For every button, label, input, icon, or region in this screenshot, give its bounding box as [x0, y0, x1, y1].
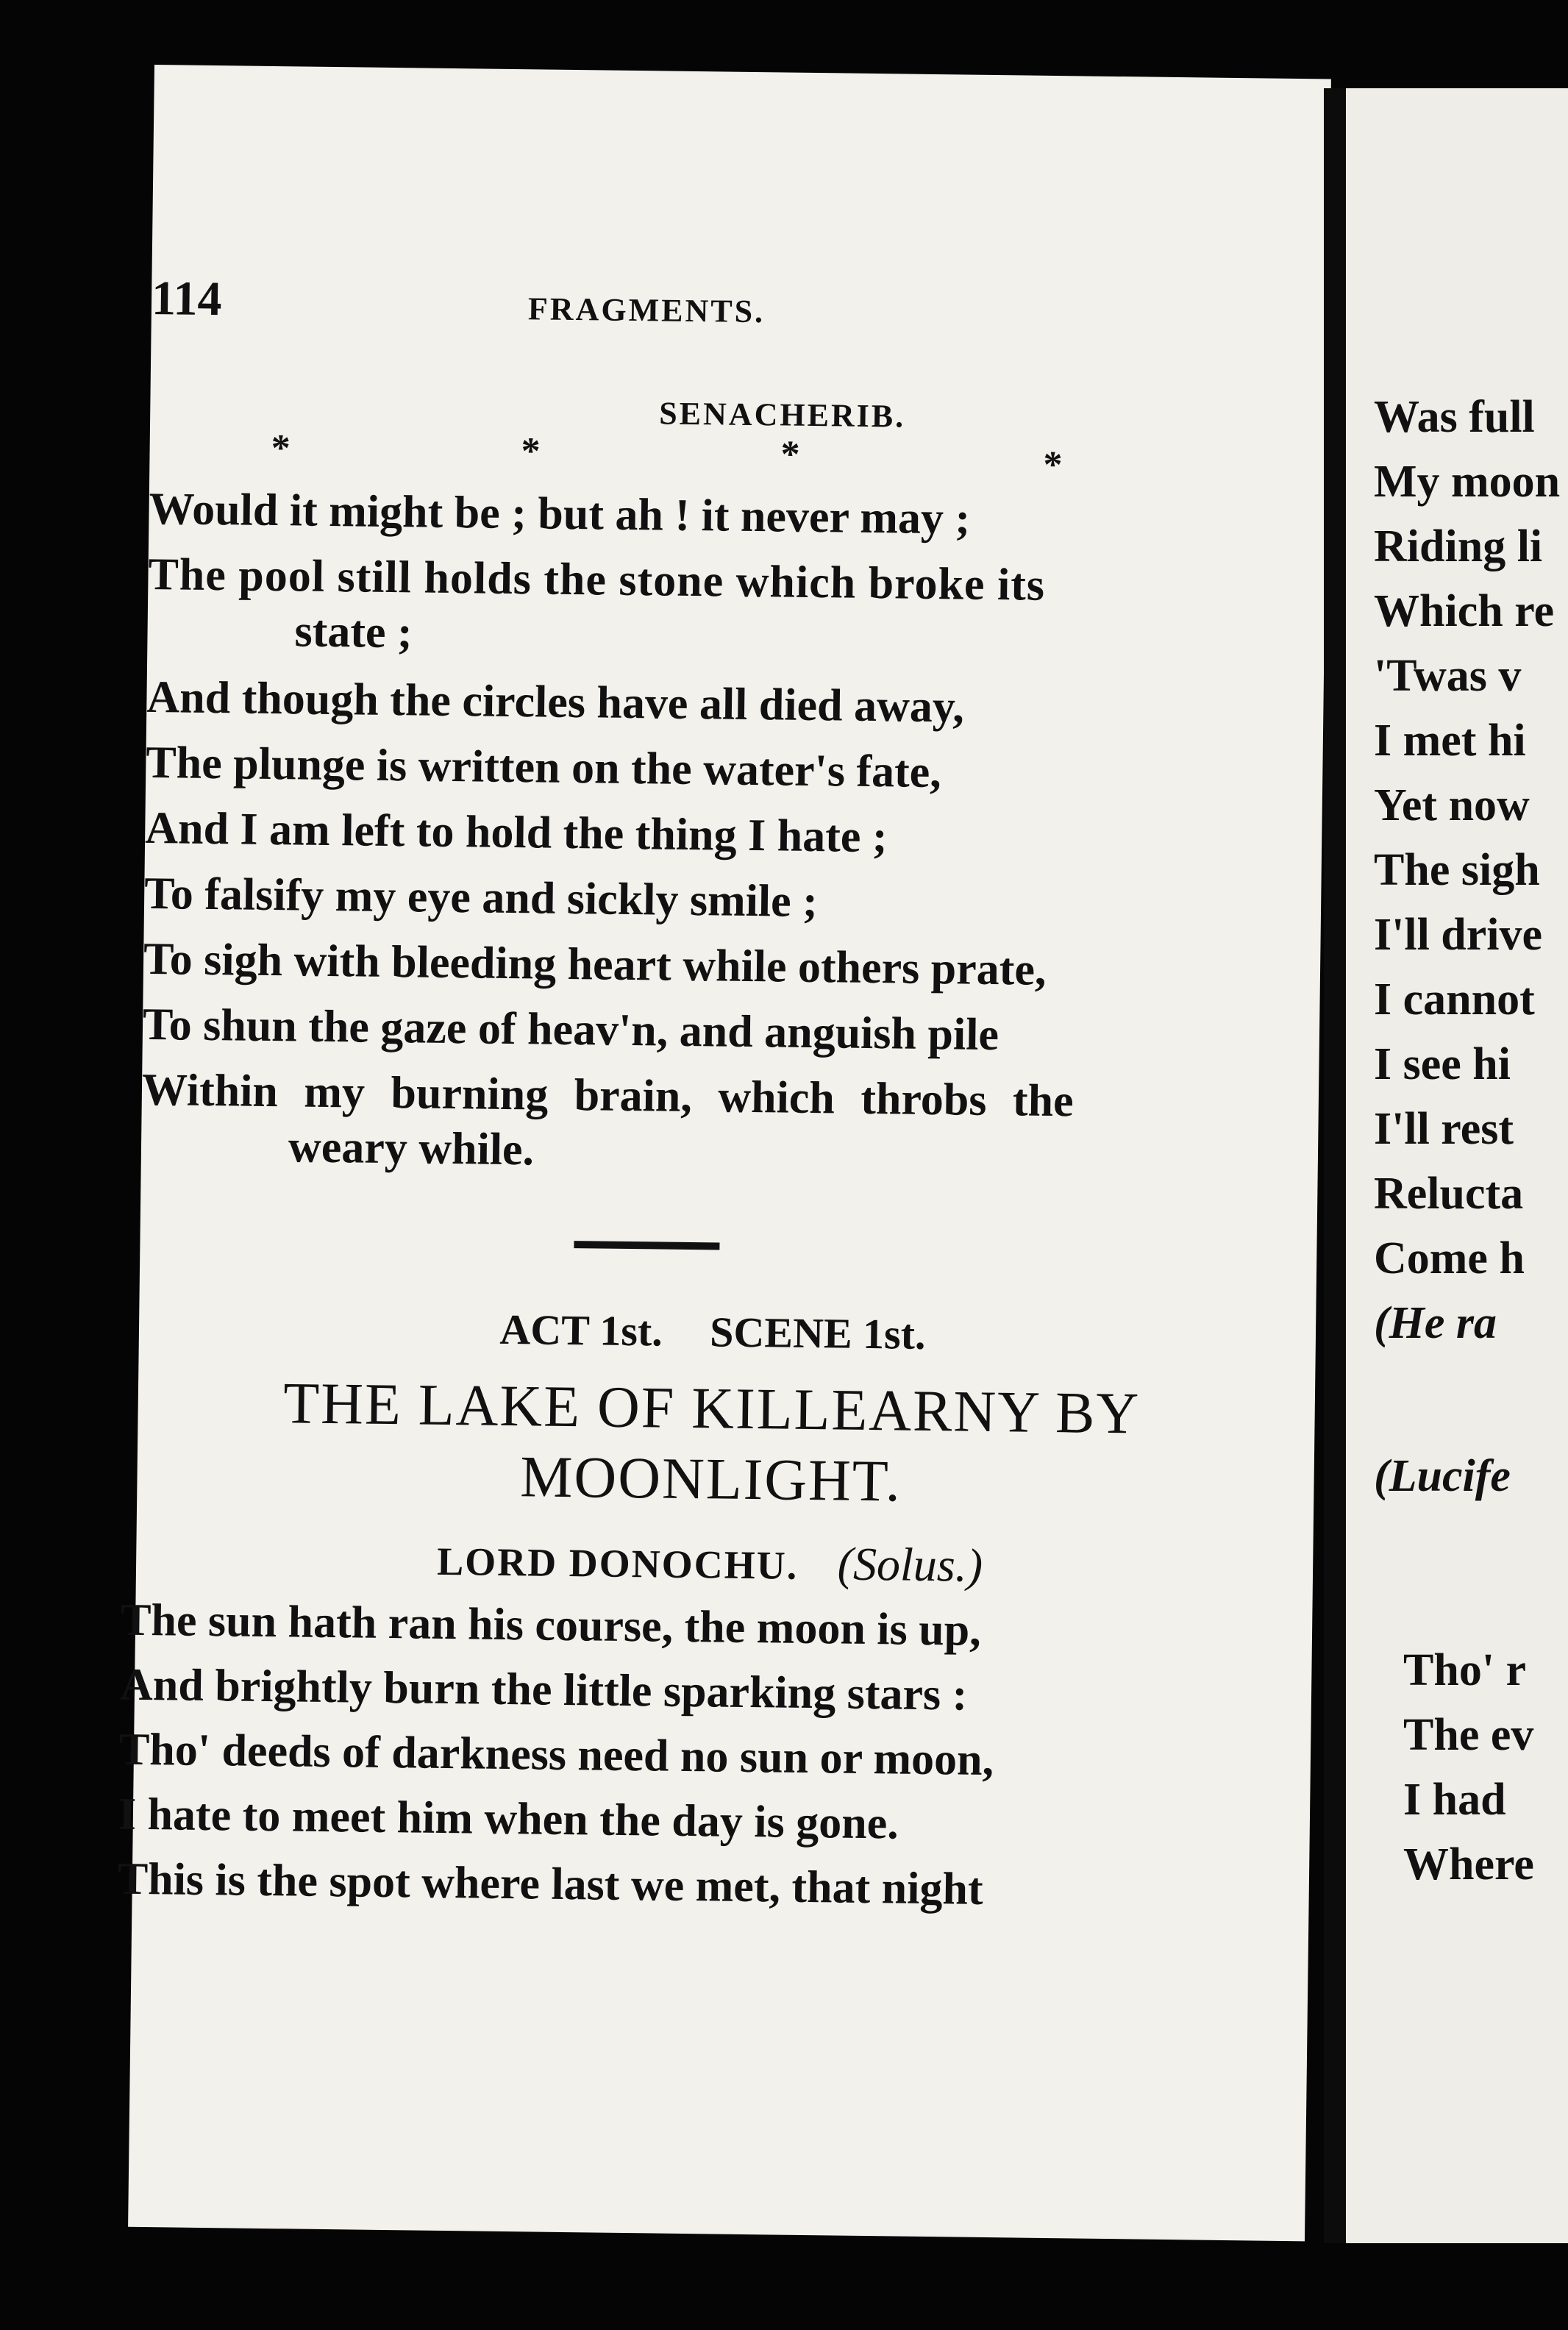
fragment-line: The ev [1403, 1710, 1534, 1760]
speech-line: The sun hath ran his course, the moon is up, [120, 1595, 982, 1656]
fragment-line: (He ra [1374, 1298, 1497, 1348]
fragment-line: I'll drive [1374, 910, 1543, 960]
poem-line: The pool still holds the stone which broke its [148, 549, 1046, 610]
fragment-line: 'Twas v [1374, 651, 1522, 701]
star-divider [149, 425, 1327, 487]
act-label: ACT 1st. [499, 1305, 663, 1355]
speech-line: This is the spot where last we met, that night [117, 1853, 984, 1914]
poem-line: Would it might be ; but ah ! it never may ; [149, 483, 971, 544]
star-glyph: * [780, 433, 800, 476]
fragment-line: Which re [1374, 586, 1555, 636]
book-gutter [1324, 88, 1346, 2243]
poem-line: weary while. [288, 1122, 535, 1175]
fragment-line: Was full [1374, 392, 1535, 442]
poem-line: And though the circles have all died away, [146, 671, 965, 733]
fragment-line: I see hi [1374, 1039, 1511, 1089]
section-title: SENACHERIB. [658, 395, 906, 435]
scene-label: SCENE 1st. [709, 1308, 926, 1358]
scene-title-line: MOONLIGHT. [519, 1444, 902, 1514]
poem-line: To shun the gaze of heav'n, and anguish pile [142, 999, 999, 1061]
poem-line: Within my burning brain, which throbs the [141, 1064, 1075, 1127]
fragment-line: Relucta [1374, 1169, 1524, 1219]
running-head: FRAGMENTS. [527, 291, 766, 330]
right-page [1346, 88, 1568, 2243]
poem-line: And I am left to hold the thing I hate ; [144, 802, 888, 863]
poem-line: To falsify my eye and sickly smile ; [143, 868, 819, 927]
fragment-line: I'll rest [1374, 1104, 1514, 1154]
stage-direction: (Solus.) [837, 1537, 983, 1592]
scene-title [137, 1367, 1286, 1522]
speech-line: And brightly burn the little sparking stars : [119, 1659, 968, 1720]
poem-line: The plunge is written on the water's fate, [145, 737, 942, 798]
fragment-line: Come h [1374, 1233, 1525, 1283]
section-rule [574, 1241, 719, 1250]
act-scene-heading [139, 1300, 1287, 1364]
speech-line: I hate to meet him when the day is gone. [118, 1789, 899, 1849]
speech [117, 1595, 1269, 1914]
poem-line: To sigh with bleeding heart while others prate, [143, 933, 1047, 995]
speech-line: Tho' deeds of darkness need no sun or moon, [118, 1724, 994, 1786]
star-glyph: * [1043, 443, 1063, 487]
fragment-line: Yet now [1374, 780, 1530, 830]
fragment-line: (Lucife [1374, 1451, 1511, 1501]
fragment-line: I met hi [1374, 716, 1526, 766]
star-glyph: * [521, 430, 541, 473]
speaker-name: LORD DONOCHU. [436, 1539, 799, 1588]
fragment-line: My moon [1374, 457, 1561, 507]
page-header [152, 271, 1329, 344]
star-glyph: * [271, 427, 291, 470]
fragment-line: The sigh [1374, 845, 1540, 895]
speaker-line [136, 1528, 1284, 1597]
scene-title-line: THE LAKE OF KILLEARNY BY [282, 1371, 1141, 1447]
left-page [117, 65, 1331, 2241]
fragment-line: Where [1403, 1839, 1534, 1889]
fragment-line: Riding li [1374, 521, 1543, 571]
poem [140, 477, 1297, 1203]
fragment-line: I cannot [1374, 975, 1535, 1025]
poem-line: state ; [294, 606, 413, 658]
fragment-line: I had [1403, 1775, 1506, 1825]
page-number: 114 [151, 271, 222, 327]
fragment-line: Tho' r [1403, 1645, 1527, 1695]
